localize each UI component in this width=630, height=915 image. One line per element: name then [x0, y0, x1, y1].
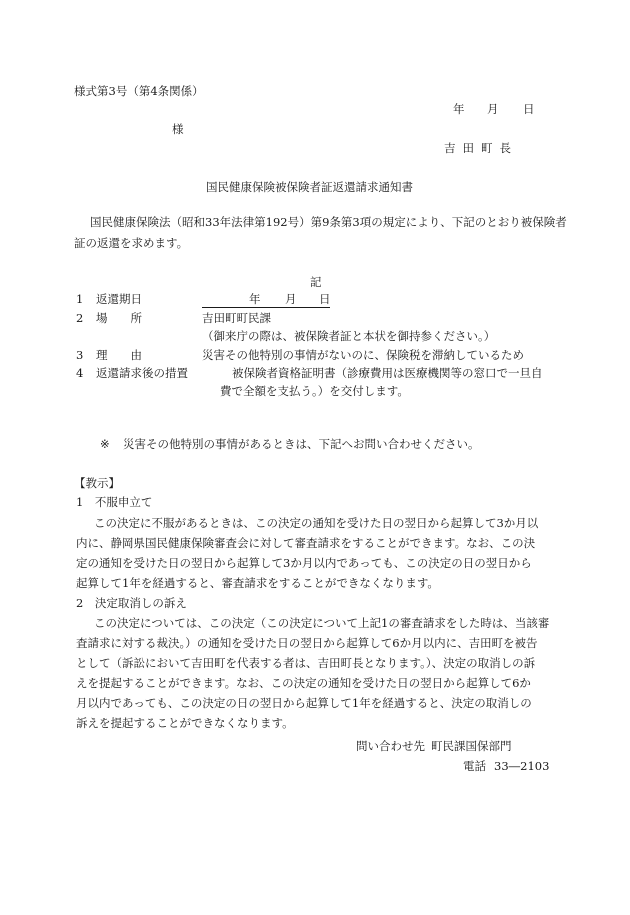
section-2-line-4: えを提起することができます。なお、この決定の通知を受けた日の翌日から起算して6か	[76, 676, 531, 690]
form-number: 様式第3号（第4条関係）	[74, 84, 204, 98]
date-month-label: 月	[487, 102, 499, 116]
return-date-field	[202, 293, 330, 308]
item-3-label: 理 由	[96, 348, 142, 362]
ki-mark: 記	[310, 275, 322, 289]
section-2-line-6: 訴えを提起することができなくなります。	[76, 716, 294, 730]
item-3-number: 3	[76, 348, 84, 362]
date-year-label: 年	[453, 102, 465, 116]
item-2-number: 2	[76, 311, 84, 325]
contact-label: 問い合わせ先	[356, 739, 425, 753]
document-title: 国民健康保険被保険者証返還請求通知書	[206, 180, 413, 194]
item-1-label: 返還期日	[96, 292, 142, 306]
section-2-line-1: この決定については、この決定（この決定について上記1の審査請求をした時は、当該審	[94, 616, 550, 630]
section-2-title: 2 決定取消しの訴え	[76, 596, 187, 610]
intro-line-2: 証の返還を求めます。	[74, 236, 189, 250]
addressee-honorific: 様	[172, 122, 184, 136]
issuer: 吉田町長	[444, 141, 518, 155]
contact-department: 町民課国保部門	[431, 739, 512, 753]
section-1-line-3: 定の通知を受けた日の翌日から起算して3か月以内であっても、この決定の日の翌日から	[76, 556, 532, 570]
item-2-note: （御来庁の際は、被保険者証と本状を御持参ください。）	[202, 329, 496, 343]
section-1-line-4: 起算して1年を経過すると、審査請求をすることができなくなります。	[76, 576, 439, 590]
section-1-line-1: この決定に不服があるときは、この決定の通知を受けた日の翌日から起算して3か月以	[94, 516, 539, 530]
return-date-day: 日	[319, 292, 331, 306]
item-2-label: 場 所	[96, 311, 142, 325]
item-4-value-line-1: 被保険者資格証明書（診療費用は医療機関等の窓口で一旦自	[232, 366, 543, 380]
item-1-number: 1	[76, 292, 84, 306]
section-2-line-3: として（訴訟において吉田町を代表する者は、吉田町長となります。）、決定の取消しの訴	[76, 656, 536, 670]
item-3-value: 災害その他特別の事情がないのに、保険税を滞納しているため	[202, 348, 524, 362]
return-date-year: 年	[249, 292, 261, 306]
section-1-line-2: 内に、静岡県国民健康保険審査会に対して審査請求をすることができます。なお、この決	[76, 536, 536, 550]
item-2-value: 吉田町町民課	[202, 311, 271, 325]
section-2-line-2: 査請求に対する裁決。）の通知を受けた日の翌日から起算して6か月以内に、吉田町を被告	[76, 636, 538, 650]
date-day-label: 日	[523, 102, 535, 116]
item-4-value-line-2: 費で全額を支払う。）を交付します。	[220, 384, 409, 398]
return-date-month: 月	[285, 292, 297, 306]
item-4-label: 返還請求後の措置	[96, 366, 188, 380]
section-2-line-5: 月以内であっても、この決定の日の翌日から起算して1年を経過すると、決定の取消しの	[76, 696, 532, 710]
contact-phone-number: 33―2103	[494, 759, 550, 773]
notice-text: 災害その他特別の事情があるときは、下記へお問い合わせください。	[123, 437, 480, 451]
notice-mark: ※	[100, 437, 110, 451]
instruction-heading: 【教示】	[74, 476, 120, 490]
section-1-title: 1 不服申立て	[76, 495, 153, 509]
intro-line-1: 国民健康保険法（昭和33年法律第192号）第9条第3項の規定により、下記のとおり被保険者	[90, 215, 567, 229]
item-4-number: 4	[76, 366, 84, 380]
contact-phone-label: 電話	[463, 759, 486, 773]
